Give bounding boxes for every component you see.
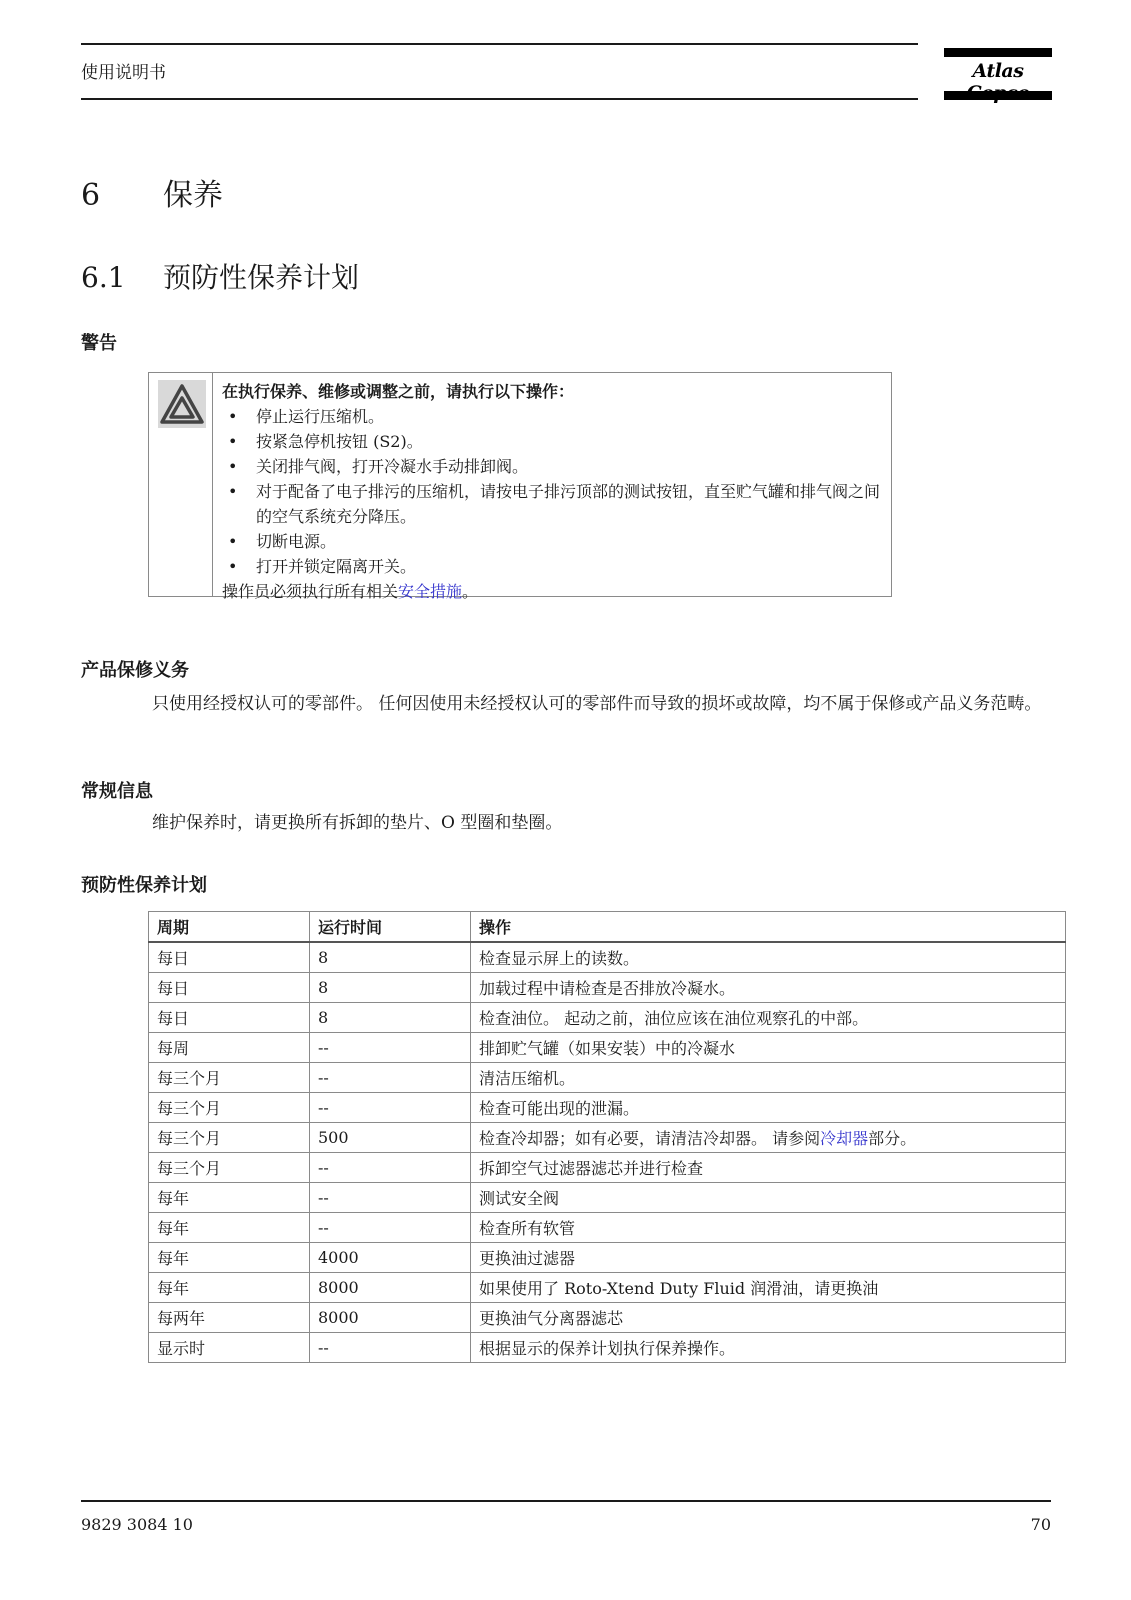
table-row [149,942,1066,973]
cooler-section-link[interactable]: 冷却器 [820,1129,869,1148]
interval-cell: 每年 [149,1273,310,1303]
operation-cell: 拆卸空气过滤器滤芯并进行检查 [471,1153,1066,1183]
schedule-heading: 预防性保养计划 [81,875,207,896]
running-hours-cell: 8 [310,942,471,973]
subsection-heading [81,256,359,296]
operation-cell: 检查所有软管 [471,1213,1066,1243]
page-number: 70 [1030,1515,1051,1534]
warning-heading: 警告 [81,333,117,354]
operation-cell: 更换油气分离器滤芯 [471,1303,1066,1333]
running-hours-cell: 8 [310,1003,471,1033]
header-doc-type: 使用说明书 [81,63,166,83]
warning-step: • 停止运行压缩机。 [222,404,886,429]
operation-cell: 检查显示屏上的读数。 [471,942,1066,973]
interval-cell: 每三个月 [149,1093,310,1123]
maintenance-schedule-table [148,911,1066,1363]
interval-cell: 每日 [149,973,310,1003]
warning-content [222,379,886,604]
interval-cell: 每年 [149,1213,310,1243]
table-row [149,1123,1066,1153]
interval-cell: 每年 [149,1243,310,1273]
interval-cell: 每三个月 [149,1063,310,1093]
column-header-interval: 周期 [149,912,310,943]
interval-cell: 每三个月 [149,1123,310,1153]
running-hours-cell: -- [310,1153,471,1183]
operation-cell [471,1123,1066,1153]
table-row [149,1033,1066,1063]
running-hours-cell: -- [310,1033,471,1063]
interval-cell: 每三个月 [149,1153,310,1183]
table-row [149,1093,1066,1123]
interval-cell: 每年 [149,1183,310,1213]
warning-intro: 在执行保养、维修或调整之前，请执行以下操作： [222,382,575,401]
interval-cell: 每周 [149,1033,310,1063]
table-row [149,1063,1066,1093]
table-row [149,1273,1066,1303]
interval-cell: 每日 [149,1003,310,1033]
general-info-text: 维护保养时，请更换所有拆卸的垫片、O 型圈和垫圈。 [152,813,563,833]
warning-step: • 按紧急停机按钮 (S2)。 [222,429,886,454]
subsection-number: 6.1 [81,261,126,294]
running-hours-cell: 4000 [310,1243,471,1273]
subsection-title: 预防性保养计划 [163,261,360,294]
warning-footer [222,579,886,604]
operation-cell: 如果使用了 Roto-Xtend Duty Fluid 润滑油，请更换油 [471,1273,1066,1303]
running-hours-cell: -- [310,1063,471,1093]
running-hours-cell: 8 [310,973,471,1003]
running-hours-cell: 8000 [310,1303,471,1333]
operation-cell: 排卸贮气罐（如果安装）中的冷凝水 [471,1033,1066,1063]
warning-steps [222,404,886,579]
table-header-row [149,912,1066,943]
interval-cell: 显示时 [149,1333,310,1363]
operation-cell: 根据显示的保养计划执行保养操作。 [471,1333,1066,1363]
warning-triangle-icon [158,380,206,428]
table-row [149,1153,1066,1183]
section-number: 6 [81,178,101,213]
interval-cell: 每两年 [149,1303,310,1333]
operation-text: 检查冷却器；如有必要，请清洁冷却器。 请参阅 [479,1129,821,1148]
column-header-operation: 操作 [471,912,1066,943]
table-row [149,1333,1066,1363]
operation-cell: 测试安全阀 [471,1183,1066,1213]
running-hours-cell: -- [310,1093,471,1123]
document-number: 9829 3084 10 [81,1515,193,1534]
table-row [149,1003,1066,1033]
atlas-copco-logo: Atlas [944,48,1052,100]
warning-box [148,372,892,601]
operation-cell: 检查油位。 起动之前，油位应该在油位观察孔的中部。 [471,1003,1066,1033]
running-hours-cell: 8000 [310,1273,471,1303]
warranty-heading: 产品保修义务 [81,660,189,681]
operation-cell: 清洁压缩机。 [471,1063,1066,1093]
running-hours-cell: -- [310,1333,471,1363]
table-row [149,1183,1066,1213]
warning-step: • 关闭排气阀，打开冷凝水手动排卸阀。 [222,454,886,479]
footer-rule [81,1500,1051,1502]
table-row [149,1303,1066,1333]
operation-text-suffix: 部分。 [868,1129,917,1148]
running-hours-cell: -- [310,1183,471,1213]
table-row [149,1243,1066,1273]
general-info-heading: 常规信息 [81,781,153,802]
table-row [149,1213,1066,1243]
warning-footer-text: 操作员必须执行所有相关 [222,582,399,601]
table-row [149,973,1066,1003]
warning-step: • 切断电源。 [222,529,886,554]
warranty-text: 只使用经授权认可的零部件。 任何因使用未经授权认可的零部件而导致的损坏或故障，均不属于保修或产品义务范畴。 [152,694,1042,714]
operation-cell: 检查可能出现的泄漏。 [471,1093,1066,1123]
operation-cell: 更换油过滤器 [471,1243,1066,1273]
running-hours-cell: 500 [310,1123,471,1153]
header-bottom-rule [81,98,918,100]
warning-footer-suffix: 。 [462,582,479,601]
warning-step: • 打开并锁定隔离开关。 [222,554,886,579]
interval-cell: 每日 [149,942,310,973]
warning-icon-cell [149,373,213,596]
section-heading [81,170,223,214]
column-header-running-hours: 运行时间 [310,912,471,943]
section-title: 保养 [163,178,223,213]
operation-cell: 加载过程中请检查是否排放冷凝水。 [471,973,1066,1003]
header-top-rule [81,43,918,45]
safety-precautions-link[interactable]: 安全措施 [398,582,463,601]
running-hours-cell: -- [310,1213,471,1243]
warning-step: • 对于配备了电子排污的压缩机，请按电子排污顶部的测试按钮，直至贮气罐和排气阀之间的空气系统充分降压。 [222,479,886,529]
